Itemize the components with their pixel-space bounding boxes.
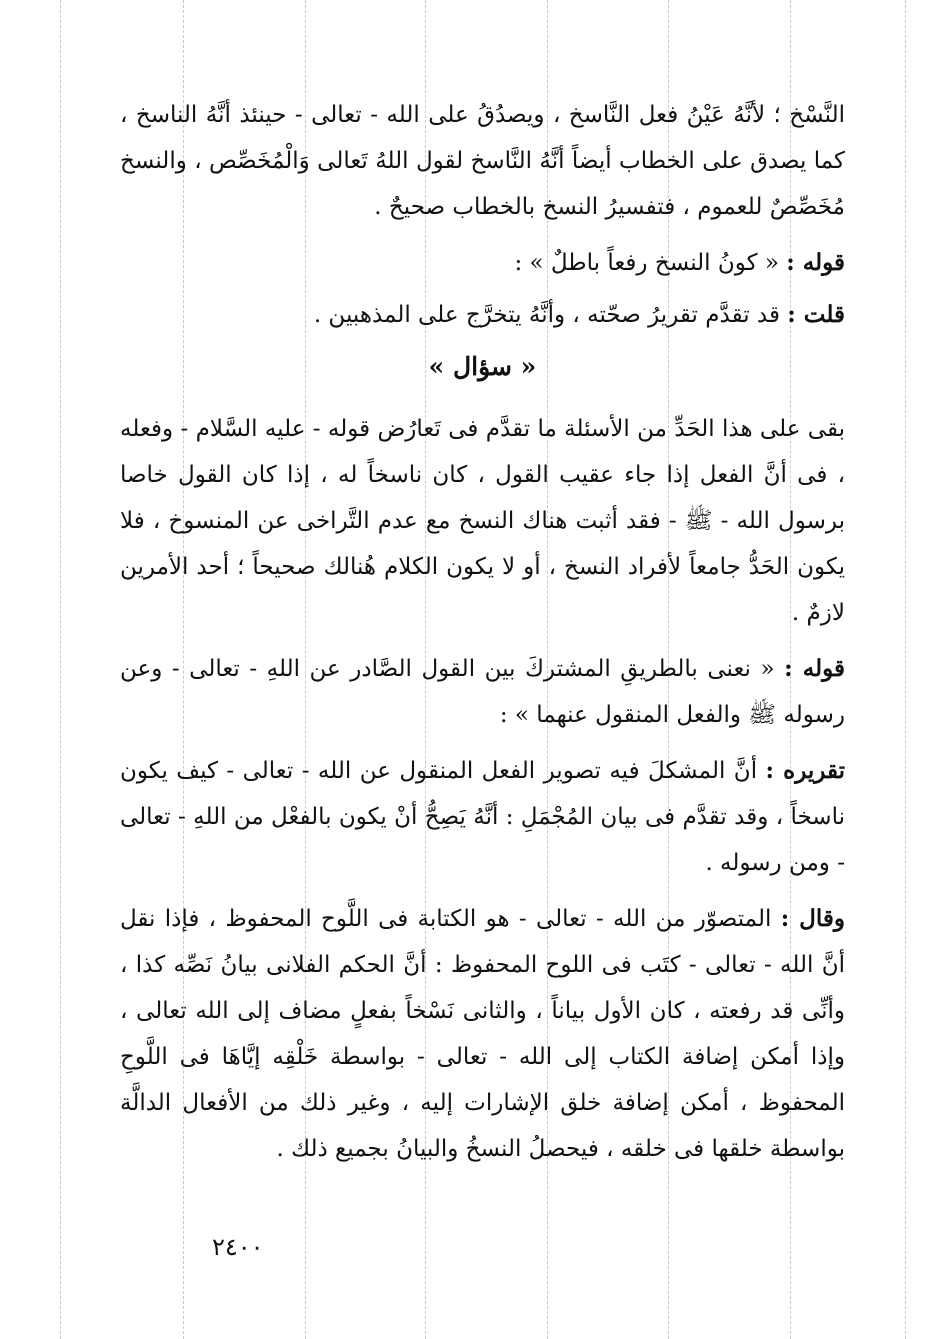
section-heading: « سؤال » (428, 352, 537, 381)
paragraph-text: قد تقدَّم تقريرُ صحّته ، وأنَّهُ يتخرَّج على المذهبين . (313, 302, 780, 328)
paragraph-text: « كونُ النسخ رفعاً باطلٌ » : (514, 250, 779, 276)
page-number: ٢٤٠٠ (212, 1233, 264, 1261)
paragraph-lead: قوله : (786, 249, 845, 276)
paragraph (120, 896, 845, 1172)
paragraph (120, 646, 845, 738)
paragraph-lead: قوله : (784, 655, 846, 682)
paragraph-lead: تقريره : (765, 757, 846, 784)
paragraph (120, 92, 845, 230)
paragraph (120, 240, 845, 286)
paragraph (120, 406, 845, 636)
fold-guide-line (905, 0, 906, 1339)
paragraph-lead: قلت : (787, 301, 845, 328)
page-body (120, 92, 845, 1182)
paragraph-text: النَّسْخ ؛ لأنَّهُ عَيْنُ فعل النَّاسخ ، ويصدُقُ على الله - تعالى - حينئذ أنَّهُ الناسخ ، كما يصدق على الخطاب أيضاً أنَّهُ النَّاسخ لقول اللهُ تَعالى وَالْمُخَصِّص ، والنسخ مُخَصِّصٌ للعموم ، فتفسيرُ النسخ بالخطاب صحيحٌ . (120, 102, 845, 220)
paragraph-lead: وقال : (780, 905, 845, 932)
paragraph (120, 748, 845, 886)
fold-guide-line (60, 0, 61, 1339)
paragraph-text: « نعنى بالطريقِ المشتركَ بين القول الصَّادر عن اللهِ - تعالى - وعن رسوله ﷺ والفعل المنقول عنهما » : (120, 656, 845, 728)
paragraph (120, 292, 845, 338)
paragraph-text: أنَّ المشكلَ فيه تصوير الفعل المنقول عن الله - تعالى - كيف يكون ناسخاً ، وقد تقدَّم فى بيان المُجْمَلِ : أنَّهُ يَصِحُّ أنْ يكون بالفعْل من اللهِ - تعالى - ومن رسوله . (120, 758, 845, 876)
paragraph-text: بقى على هذا الحَدِّ من الأسئلة ما تقدَّم فى تَعارُض قوله - عليه السَّلام - وفعله ، فى أنَّ الفعل إذا جاء عقيب القول ، كان ناسخاً له ، إذا كان القول خاصا برسول الله - ﷺ - فقد أثبت هناك النسخ مع عدم التَّراخى عن المنسوخ ، فلا يكون الحَدُّ جامعاً لأفراد النسخ ، أو لا يكون الكلام هُنالك صحيحاً ؛ أحد الأمرين لازمٌ . (120, 416, 845, 626)
paragraph-text: المتصوّر من الله - تعالى - هو الكتابة فى اللَّوح المحفوظ ، فإذا نقل أنَّ الله - تعالى - كتَب فى اللوح المحفوظ : أنَّ الحكم الفلانى بيانُ نَصِّه كذا ، وأنِّى قد رفعته ، كان الأول بياناً ، والثانى نَسْخاً بفعلٍ مضاف إلى الله تعالى ، وإذا أمكن إضافة الكتاب إلى الله - تعالى - بواسطة خَلْقِه إيَّاهَا فى اللَّوحِ المحفوظ ، أمكن إضافة خلق الإشارات إليه ، وغير ذلك من الأفعال الدالَّة بواسطة خلقها فى خلقه ، فيحصلُ النسخُ والبيانُ بجميع ذلك . (120, 906, 845, 1162)
